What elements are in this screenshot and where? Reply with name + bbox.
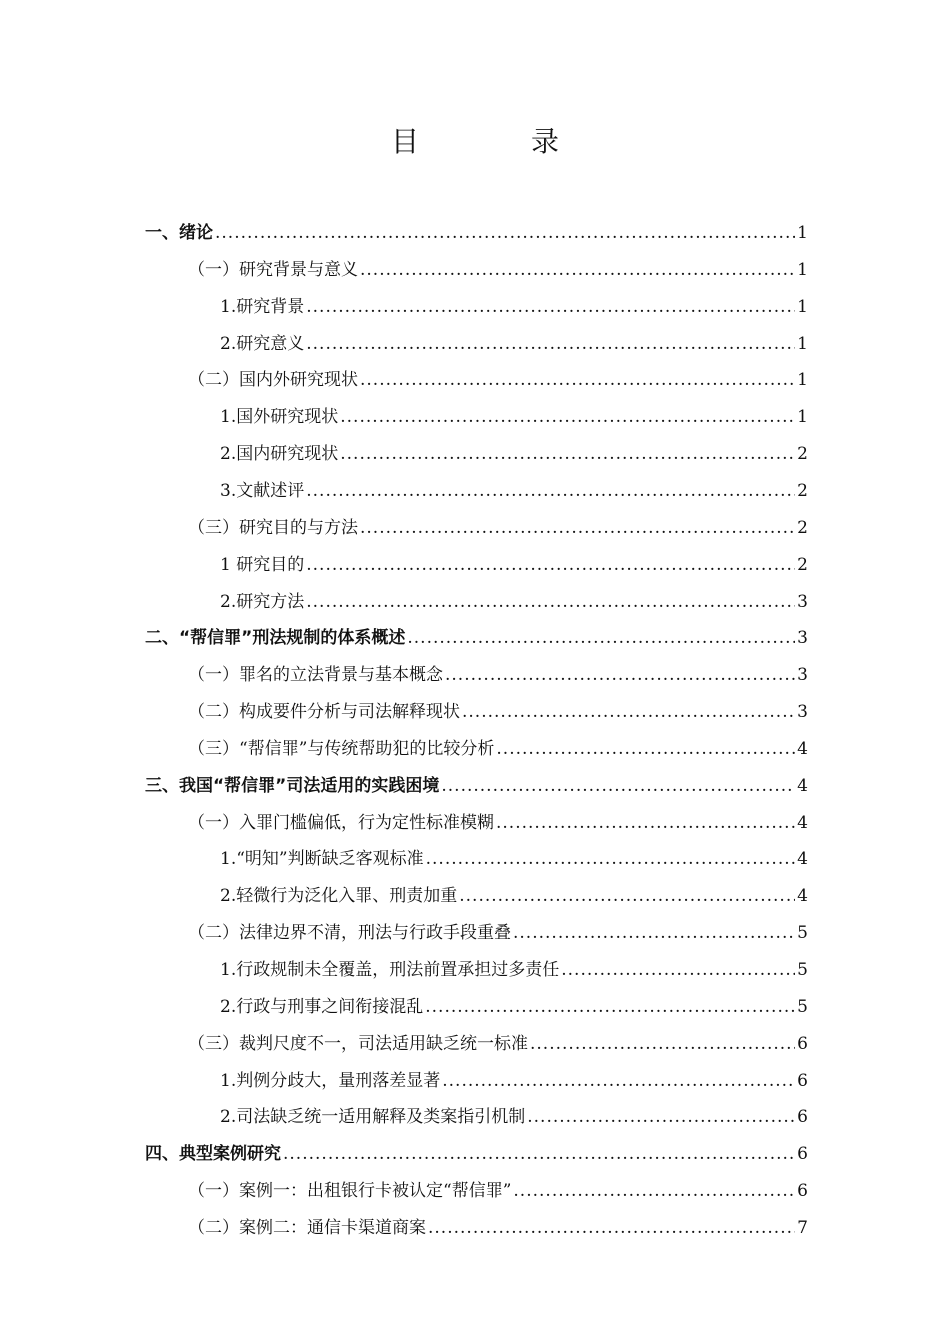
toc-dot-leader [306, 297, 795, 317]
toc-entry[interactable] [188, 365, 808, 393]
toc-entry[interactable] [220, 587, 808, 615]
toc-entry-label: 1 研究目的 [220, 554, 305, 575]
toc-dot-leader [306, 555, 795, 575]
toc-dot-leader [407, 628, 795, 648]
toc-entry-label: （二）案例二：通信卡渠道商案 [188, 1217, 426, 1238]
toc-entry[interactable] [220, 329, 808, 357]
toc-entry[interactable] [220, 992, 808, 1020]
toc-entry-label: 2.司法缺乏统一适用解释及类案指引机制 [220, 1107, 526, 1128]
toc-page-number: 1 [797, 407, 808, 428]
toc-dot-leader [496, 813, 795, 833]
toc-entry-label: （二）法律边界不清，刑法与行政手段重叠 [188, 923, 511, 944]
toc-entry-label: （一）案例一：出租银行卡被认定“帮信罪” [188, 1181, 512, 1202]
toc-entry-label: （二）构成要件分析与司法解释现状 [188, 702, 460, 723]
toc-entry[interactable] [220, 476, 808, 504]
toc-entry-label: 2.研究方法 [220, 591, 305, 612]
toc-title: 目 录 [390, 125, 601, 158]
toc-dot-leader [360, 260, 795, 280]
toc-page-number: 3 [797, 665, 808, 686]
toc-entry[interactable] [188, 660, 808, 688]
toc-entry[interactable] [188, 1213, 808, 1241]
toc-page-number: 2 [797, 554, 808, 575]
toc-dot-leader [530, 1034, 795, 1054]
toc-dot-leader [425, 997, 795, 1017]
toc-page-number: 1 [797, 223, 808, 243]
toc-dot-leader [340, 444, 795, 464]
toc-page-number: 3 [797, 702, 808, 723]
toc-page-number: 6 [797, 1033, 808, 1054]
toc-entry-label: 一、绪论 [145, 223, 213, 243]
toc-entry[interactable] [220, 844, 808, 872]
toc-entry[interactable] [188, 255, 808, 283]
toc-entry-label: （三）裁判尺度不一，司法适用缺乏统一标准 [188, 1033, 528, 1054]
toc-entry[interactable] [220, 439, 808, 467]
toc-entry[interactable] [220, 1066, 808, 1094]
toc-entry[interactable] [145, 218, 808, 246]
toc-dot-leader [340, 407, 795, 427]
toc-entry[interactable] [145, 623, 808, 651]
toc-page-number: 7 [797, 1217, 808, 1238]
toc-entry-label: （三）“帮信罪”与传统帮助犯的比较分析 [188, 738, 495, 759]
toc-page-number: 2 [797, 444, 808, 465]
toc-dot-leader [360, 518, 795, 538]
toc-entry-label: 三、我国“帮信罪”司法适用的实践困境 [145, 775, 440, 796]
toc-page-number: 6 [797, 1144, 808, 1165]
toc-page-number: 3 [797, 591, 808, 612]
toc-page-number: 3 [797, 628, 808, 649]
toc-dot-leader [215, 223, 795, 243]
toc-entry-label: 2.研究意义 [220, 333, 305, 354]
toc-page-number: 5 [797, 996, 808, 1017]
toc-dot-leader [442, 1071, 795, 1091]
toc-dot-leader [462, 702, 795, 722]
toc-dot-leader [459, 886, 795, 906]
toc-entry-label: 1.行政规制未全覆盖，刑法前置承担过多责任 [220, 960, 560, 980]
toc-entry[interactable] [188, 1029, 808, 1057]
toc-entry-label: 1.研究背景 [220, 296, 305, 317]
toc-dot-leader [441, 776, 795, 796]
toc-page-number: 1 [797, 296, 808, 317]
toc-page-number: 1 [797, 333, 808, 354]
toc-entry-label: 1.国外研究现状 [220, 407, 339, 428]
toc-dot-leader [496, 739, 795, 759]
toc-entry-label: 2.国内研究现状 [220, 444, 339, 465]
toc-dot-leader [513, 923, 795, 943]
toc-page-number: 2 [797, 480, 808, 501]
toc-entry[interactable] [220, 1102, 808, 1130]
toc-entry[interactable] [145, 1139, 808, 1167]
toc-page-number: 1 [797, 259, 808, 280]
toc-entry-label: 四、典型案例研究 [145, 1144, 281, 1165]
toc-dot-leader [445, 665, 795, 685]
toc-page-number: 6 [797, 1181, 808, 1202]
toc-page-number: 4 [797, 738, 808, 759]
toc-page-number: 4 [797, 886, 808, 907]
toc-dot-leader [306, 481, 795, 501]
toc-entry[interactable] [220, 402, 808, 430]
toc-dot-leader [306, 592, 795, 612]
toc-page-number: 6 [797, 1070, 808, 1091]
toc-entry[interactable] [188, 513, 808, 541]
toc-page-number: 1 [797, 370, 808, 391]
toc-entry[interactable] [188, 734, 808, 762]
toc-dot-leader [283, 1144, 795, 1164]
toc-entry-label: （一）研究背景与意义 [188, 259, 358, 280]
toc-entry-label: 1.判例分歧大，量刑落差显著 [220, 1070, 441, 1091]
toc-entry-label: （一）罪名的立法背景与基本概念 [188, 665, 443, 686]
toc-entry-label: （二）国内外研究现状 [188, 370, 358, 391]
toc-dot-leader [527, 1107, 795, 1127]
toc-entry-label: （一）入罪门槛偏低，行为定性标准模糊 [188, 812, 494, 833]
toc-page-number: 5 [797, 960, 808, 980]
toc-entry[interactable] [188, 1176, 808, 1204]
toc-dot-leader [426, 849, 796, 869]
toc-entry-label: 3.文献述评 [220, 480, 305, 501]
toc-entry[interactable] [220, 881, 808, 909]
toc-entry-label: （三）研究目的与方法 [188, 517, 358, 538]
toc-entry[interactable] [220, 292, 808, 320]
toc-entry-label: 2.行政与刑事之间衔接混乱 [220, 996, 424, 1017]
toc-dot-leader [360, 370, 795, 390]
toc-dot-leader [306, 334, 795, 354]
toc-page-number: 2 [797, 517, 808, 538]
toc-entry[interactable] [188, 918, 808, 946]
toc-entry-label: 2.轻微行为泛化入罪、刑责加重 [220, 886, 458, 907]
toc-dot-leader [561, 960, 795, 980]
toc-page-number: 6 [797, 1107, 808, 1128]
toc-entry-label: 1.“明知”判断缺乏客观标准 [220, 849, 424, 870]
toc-page-number: 4 [797, 775, 808, 796]
toc-dot-leader [428, 1218, 795, 1238]
toc-entry[interactable] [145, 771, 808, 799]
toc-entry[interactable] [220, 550, 808, 578]
toc-page-number: 5 [797, 923, 808, 944]
toc-page-number: 4 [797, 849, 808, 870]
toc-page-number: 4 [797, 812, 808, 833]
toc-entry[interactable] [188, 808, 808, 836]
toc-dot-leader [513, 1181, 795, 1201]
toc-entry-label: 二、“帮信罪”刑法规制的体系概述 [145, 628, 406, 649]
toc-entry[interactable] [188, 697, 808, 725]
toc-entry[interactable] [220, 955, 808, 983]
